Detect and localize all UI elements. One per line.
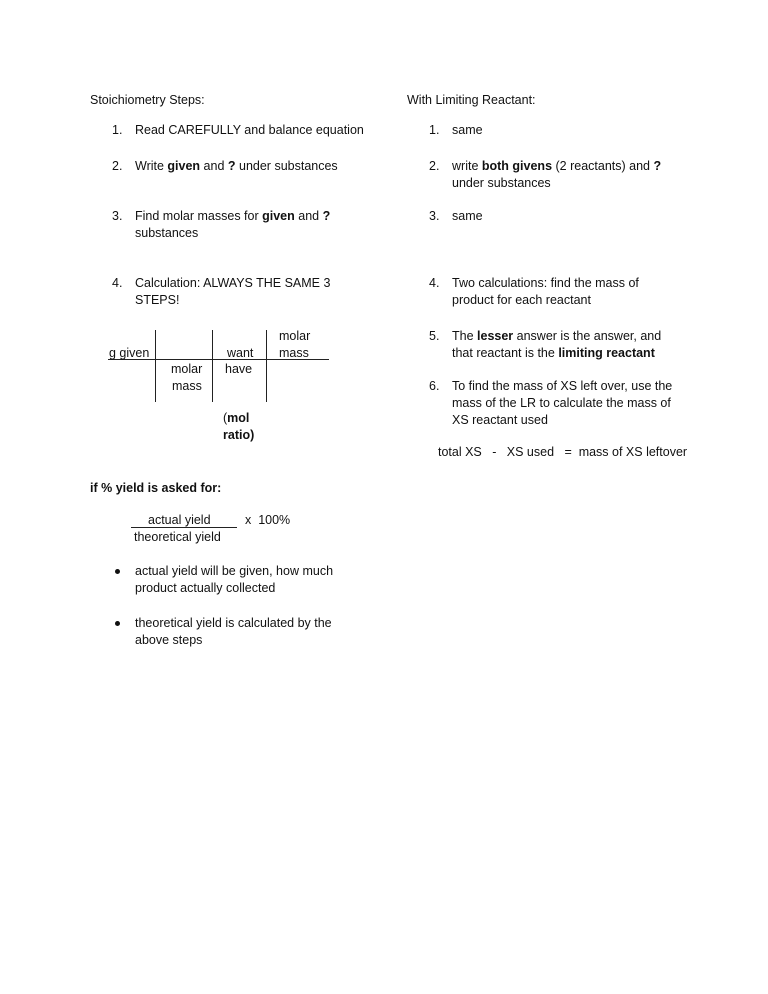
step-bold: given [167, 159, 201, 173]
step-text-line2: mass of the LR to calculate the mass of [452, 396, 671, 410]
step-text: Calculation: ALWAYS THE SAME 3 [135, 276, 331, 290]
right-heading: With Limiting Reactant: [407, 93, 536, 107]
fraction-bar [131, 527, 237, 528]
step-text: Find molar masses for [135, 209, 263, 223]
yield-heading: if % yield is asked for: [90, 481, 222, 495]
step-text-line2: product for each reactant [452, 293, 591, 307]
step-text: and [200, 159, 228, 173]
step-bold: ? [227, 159, 236, 173]
step-text: same [452, 209, 483, 223]
diagram-molar-mass: molar [279, 329, 311, 343]
step-number: 4. [112, 276, 123, 290]
step-number: 3. [429, 209, 440, 223]
step-text: same [452, 123, 483, 137]
step-text: Read CAREFULLY and balance equation [135, 123, 364, 137]
step-text: under substances [235, 159, 338, 173]
diagram-molar-mass: mass [172, 379, 202, 393]
step-bold: lesser [477, 329, 514, 343]
diagram-molar-mass: mass [279, 346, 309, 360]
step-bold: both givens [481, 159, 553, 173]
bullet-icon [115, 621, 120, 626]
diagram-vertical-line [266, 330, 267, 402]
step-number: 2. [112, 159, 123, 173]
step-text-line3: XS reactant used [452, 413, 548, 427]
step-text: that reactant is the [452, 346, 559, 360]
bullet-text: above steps [135, 633, 203, 647]
left-heading: Stoichiometry Steps: [90, 93, 205, 107]
step-bold: ? [653, 159, 662, 173]
bullet-icon [115, 569, 120, 574]
step-text: and [294, 209, 323, 223]
diagram-mol-ratio [223, 411, 249, 425]
step-bold: limiting reactant [558, 346, 655, 360]
diagram-want: want [227, 346, 254, 360]
diagram-have: have [225, 362, 253, 376]
step-text: The [452, 329, 478, 343]
step-text: Two calculations: find the mass of [452, 276, 639, 290]
diagram-vertical-line [155, 330, 156, 402]
step-text-line2: substances [135, 226, 199, 240]
diagram-mol-ratio: ratio) [223, 428, 255, 442]
step-text: (2 reactants) and [552, 159, 654, 173]
bullet-text: product actually collected [135, 581, 276, 595]
step-text: answer is the answer, and [513, 329, 662, 343]
step-bold: ? [322, 209, 331, 223]
step-number: 5. [429, 329, 440, 343]
step-text-line2: under substances [452, 176, 551, 190]
step-number: 1. [429, 123, 440, 137]
step-number: 6. [429, 379, 440, 393]
diagram-vertical-line [212, 330, 213, 402]
mol-ratio-label: mol [227, 411, 250, 425]
yield-numerator: actual yield [148, 513, 211, 527]
step-text: To find the mass of XS left over, use the [452, 379, 673, 393]
step-number: 2. [429, 159, 440, 173]
step-text: write [452, 159, 482, 173]
diagram-g-given: g given [109, 346, 150, 360]
step-number: 4. [429, 276, 440, 290]
diagram-molar-mass: molar [171, 362, 203, 376]
yield-denominator: theoretical yield [134, 530, 221, 544]
step-text: Write [135, 159, 168, 173]
yield-multiplier: x 100% [245, 513, 291, 527]
bullet-text: actual yield will be given, how much [135, 564, 334, 578]
step-text-line2: STEPS! [135, 293, 180, 307]
step-number: 3. [112, 209, 123, 223]
step-number: 1. [112, 123, 123, 137]
paren: ( [223, 411, 228, 425]
step-bold: given [262, 209, 295, 223]
leftover-formula: total XS - XS used = mass of XS leftover [438, 445, 688, 459]
bullet-text: theoretical yield is calculated by the [135, 616, 332, 630]
